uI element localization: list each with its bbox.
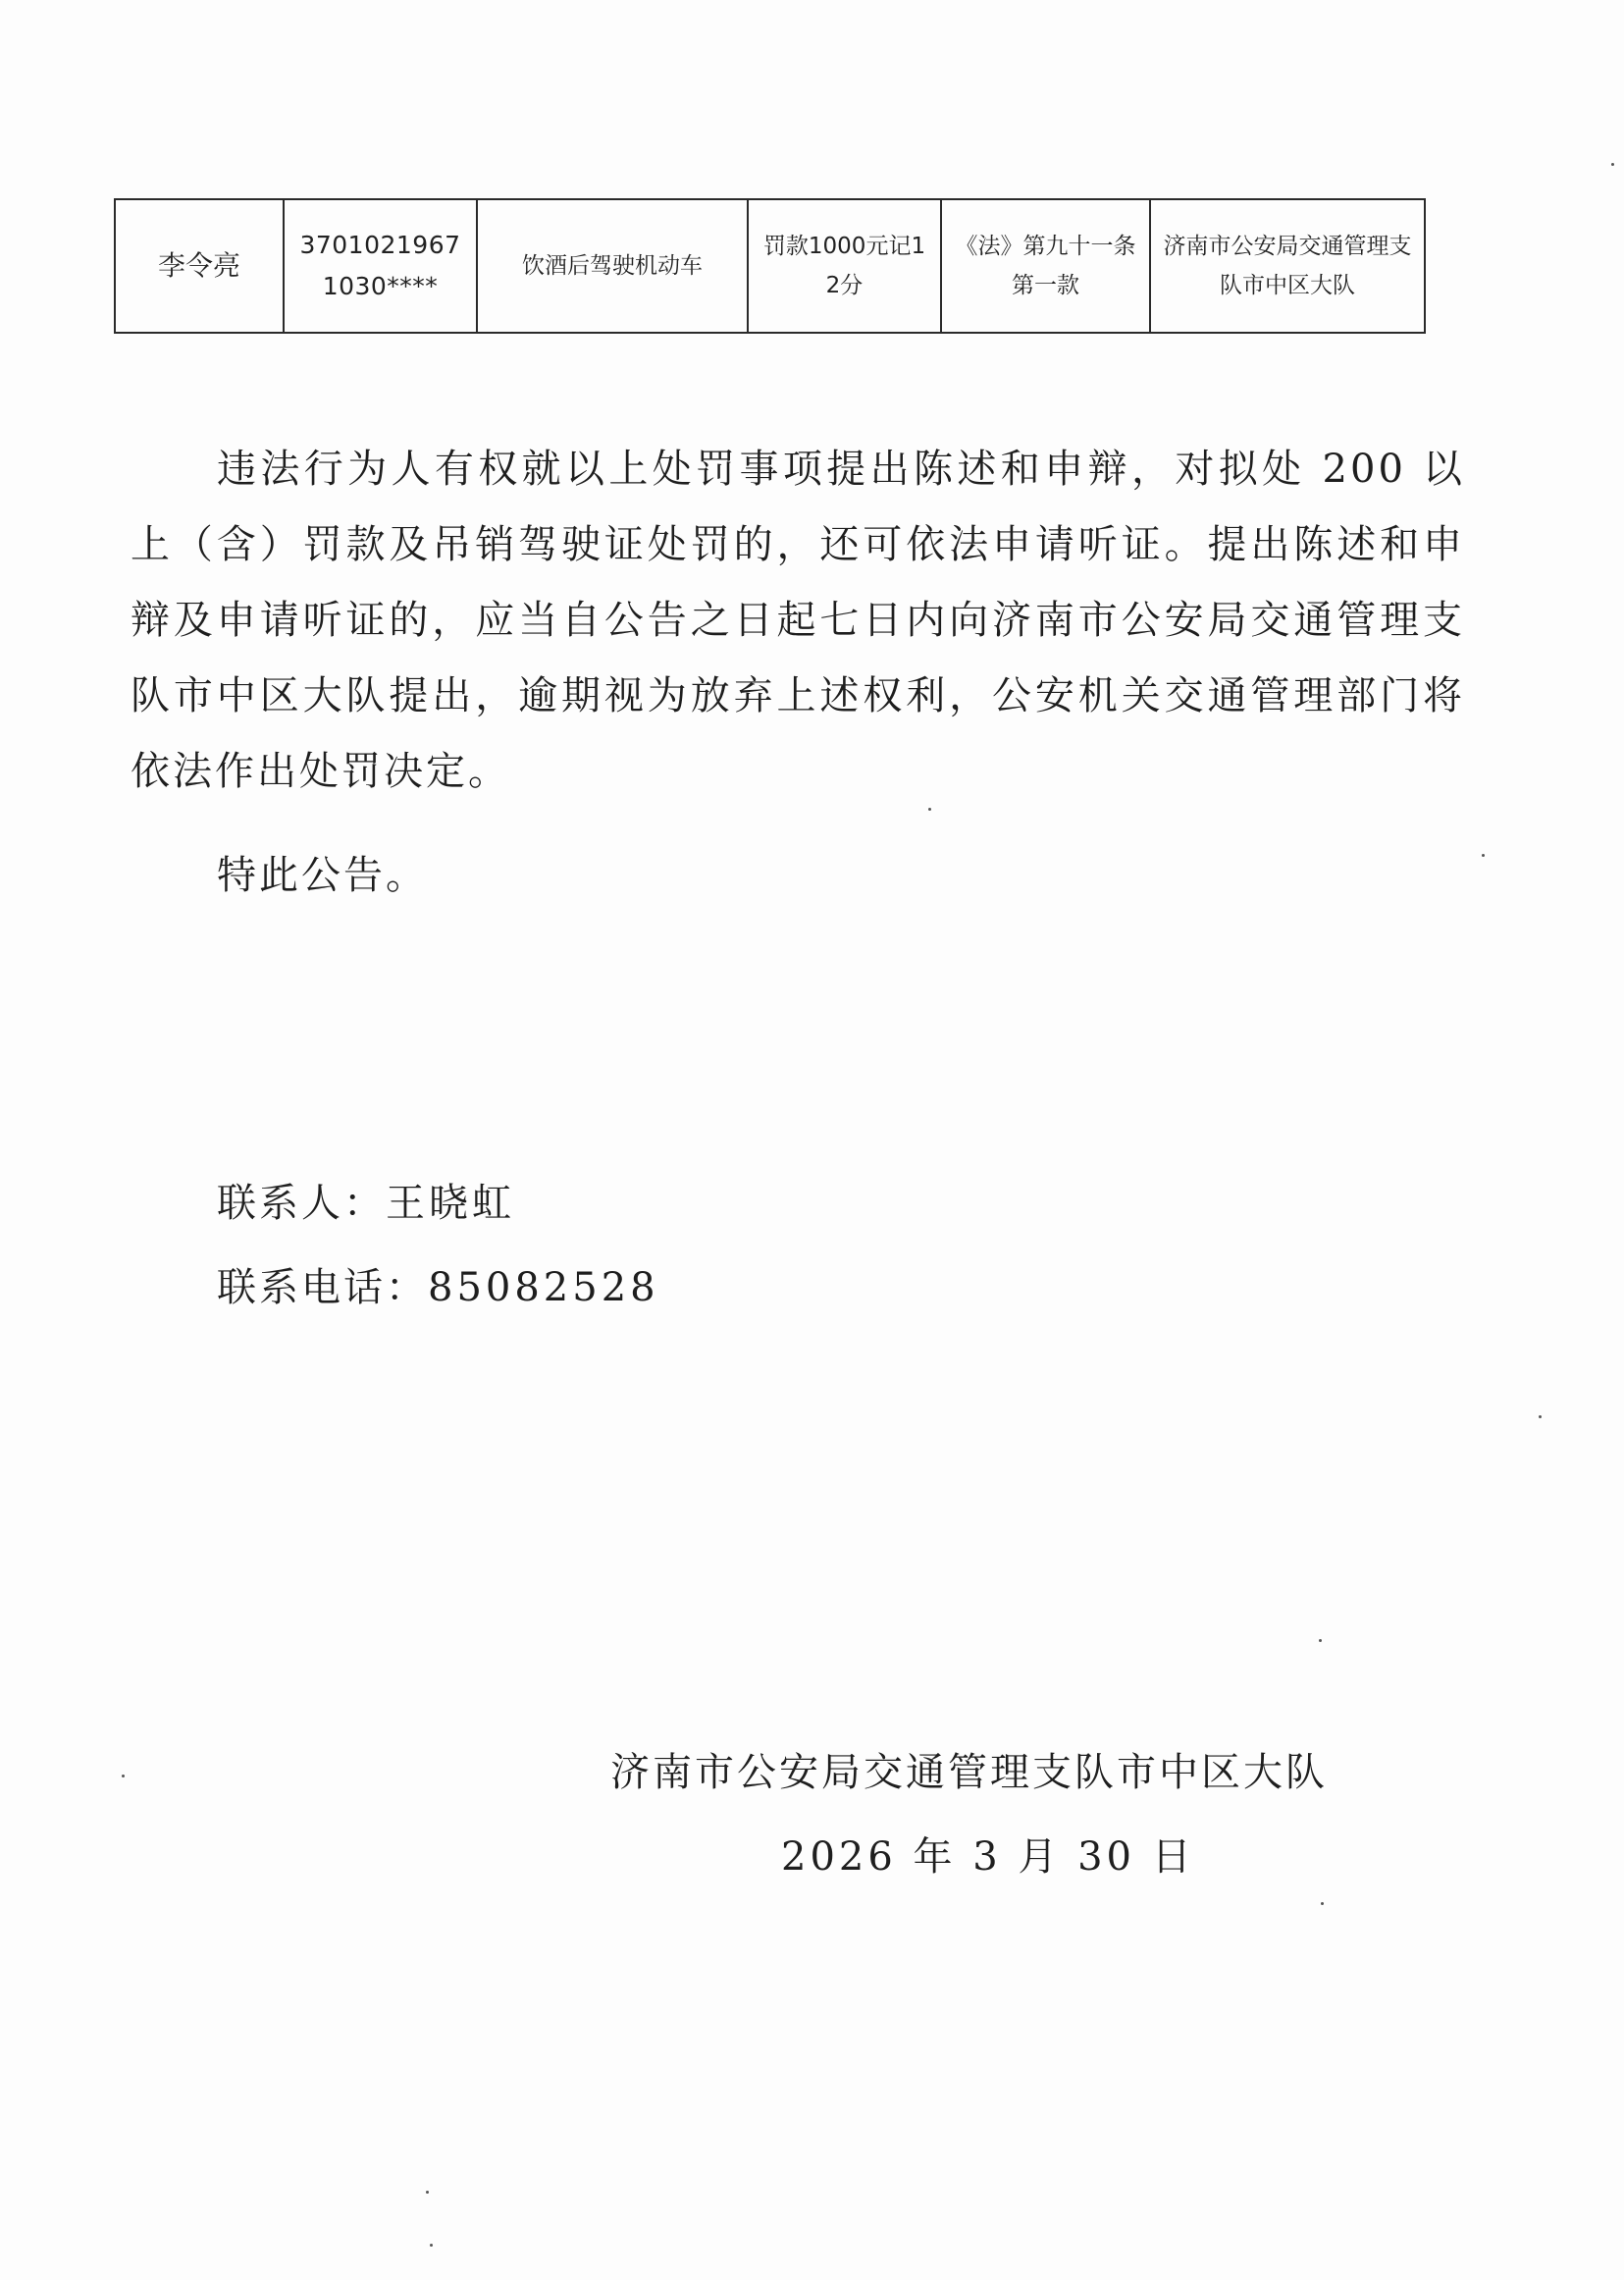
contact-phone-value: 85082528 <box>428 1265 659 1310</box>
closing-statement: 特此公告。 <box>217 853 428 898</box>
scan-speck <box>1319 1639 1322 1642</box>
cell-name: 李令亮 <box>115 199 284 333</box>
scan-speck <box>122 1775 125 1777</box>
table-row <box>115 199 1425 333</box>
contact-phone-line <box>217 1258 659 1317</box>
cell-legal-basis: 《法》第九十一条第一款 <box>941 199 1150 333</box>
cell-agency: 济南市公安局交通管理支队市中区大队 <box>1150 199 1425 333</box>
cell-penalty: 罚款1000元记12分 <box>748 199 941 333</box>
cell-violation: 饮酒后驾驶机动车 <box>477 199 748 333</box>
signature-date: 2026 年 3 月 30 日 <box>781 1834 1195 1880</box>
rights-paragraph: 违法行为人有权就以上处罚事项提出陈述和申辩，对拟处 200 以上（含）罚款及吊销驾驶证处罚的，还可依法申请听证。提出陈述和申辩及申请听证的，应当自公告之日起七日内向济南市公安局交通管理支队市中区大队提出，逾期视为放弃上述权利，公安机关交通管理部门将依法作出处罚决定。 <box>131 447 1465 794</box>
scan-speck <box>426 2191 429 2194</box>
scan-speck <box>928 808 931 811</box>
scan-speck <box>1482 854 1485 857</box>
scan-speck <box>430 2244 433 2247</box>
contact-person-value: 王晓虹 <box>386 1181 515 1226</box>
scan-speck <box>1539 1415 1542 1418</box>
contact-person-label: 联系人： <box>217 1181 386 1226</box>
penalty-table <box>114 198 1426 334</box>
scan-speck <box>1611 163 1614 166</box>
contact-person-line <box>217 1174 515 1233</box>
cell-id-number: 37010219671030**** <box>284 199 477 333</box>
scan-speck <box>1321 1902 1324 1905</box>
signature-organization: 济南市公安局交通管理支队市中区大队 <box>610 1750 1328 1795</box>
contact-phone-label: 联系电话： <box>217 1265 428 1310</box>
